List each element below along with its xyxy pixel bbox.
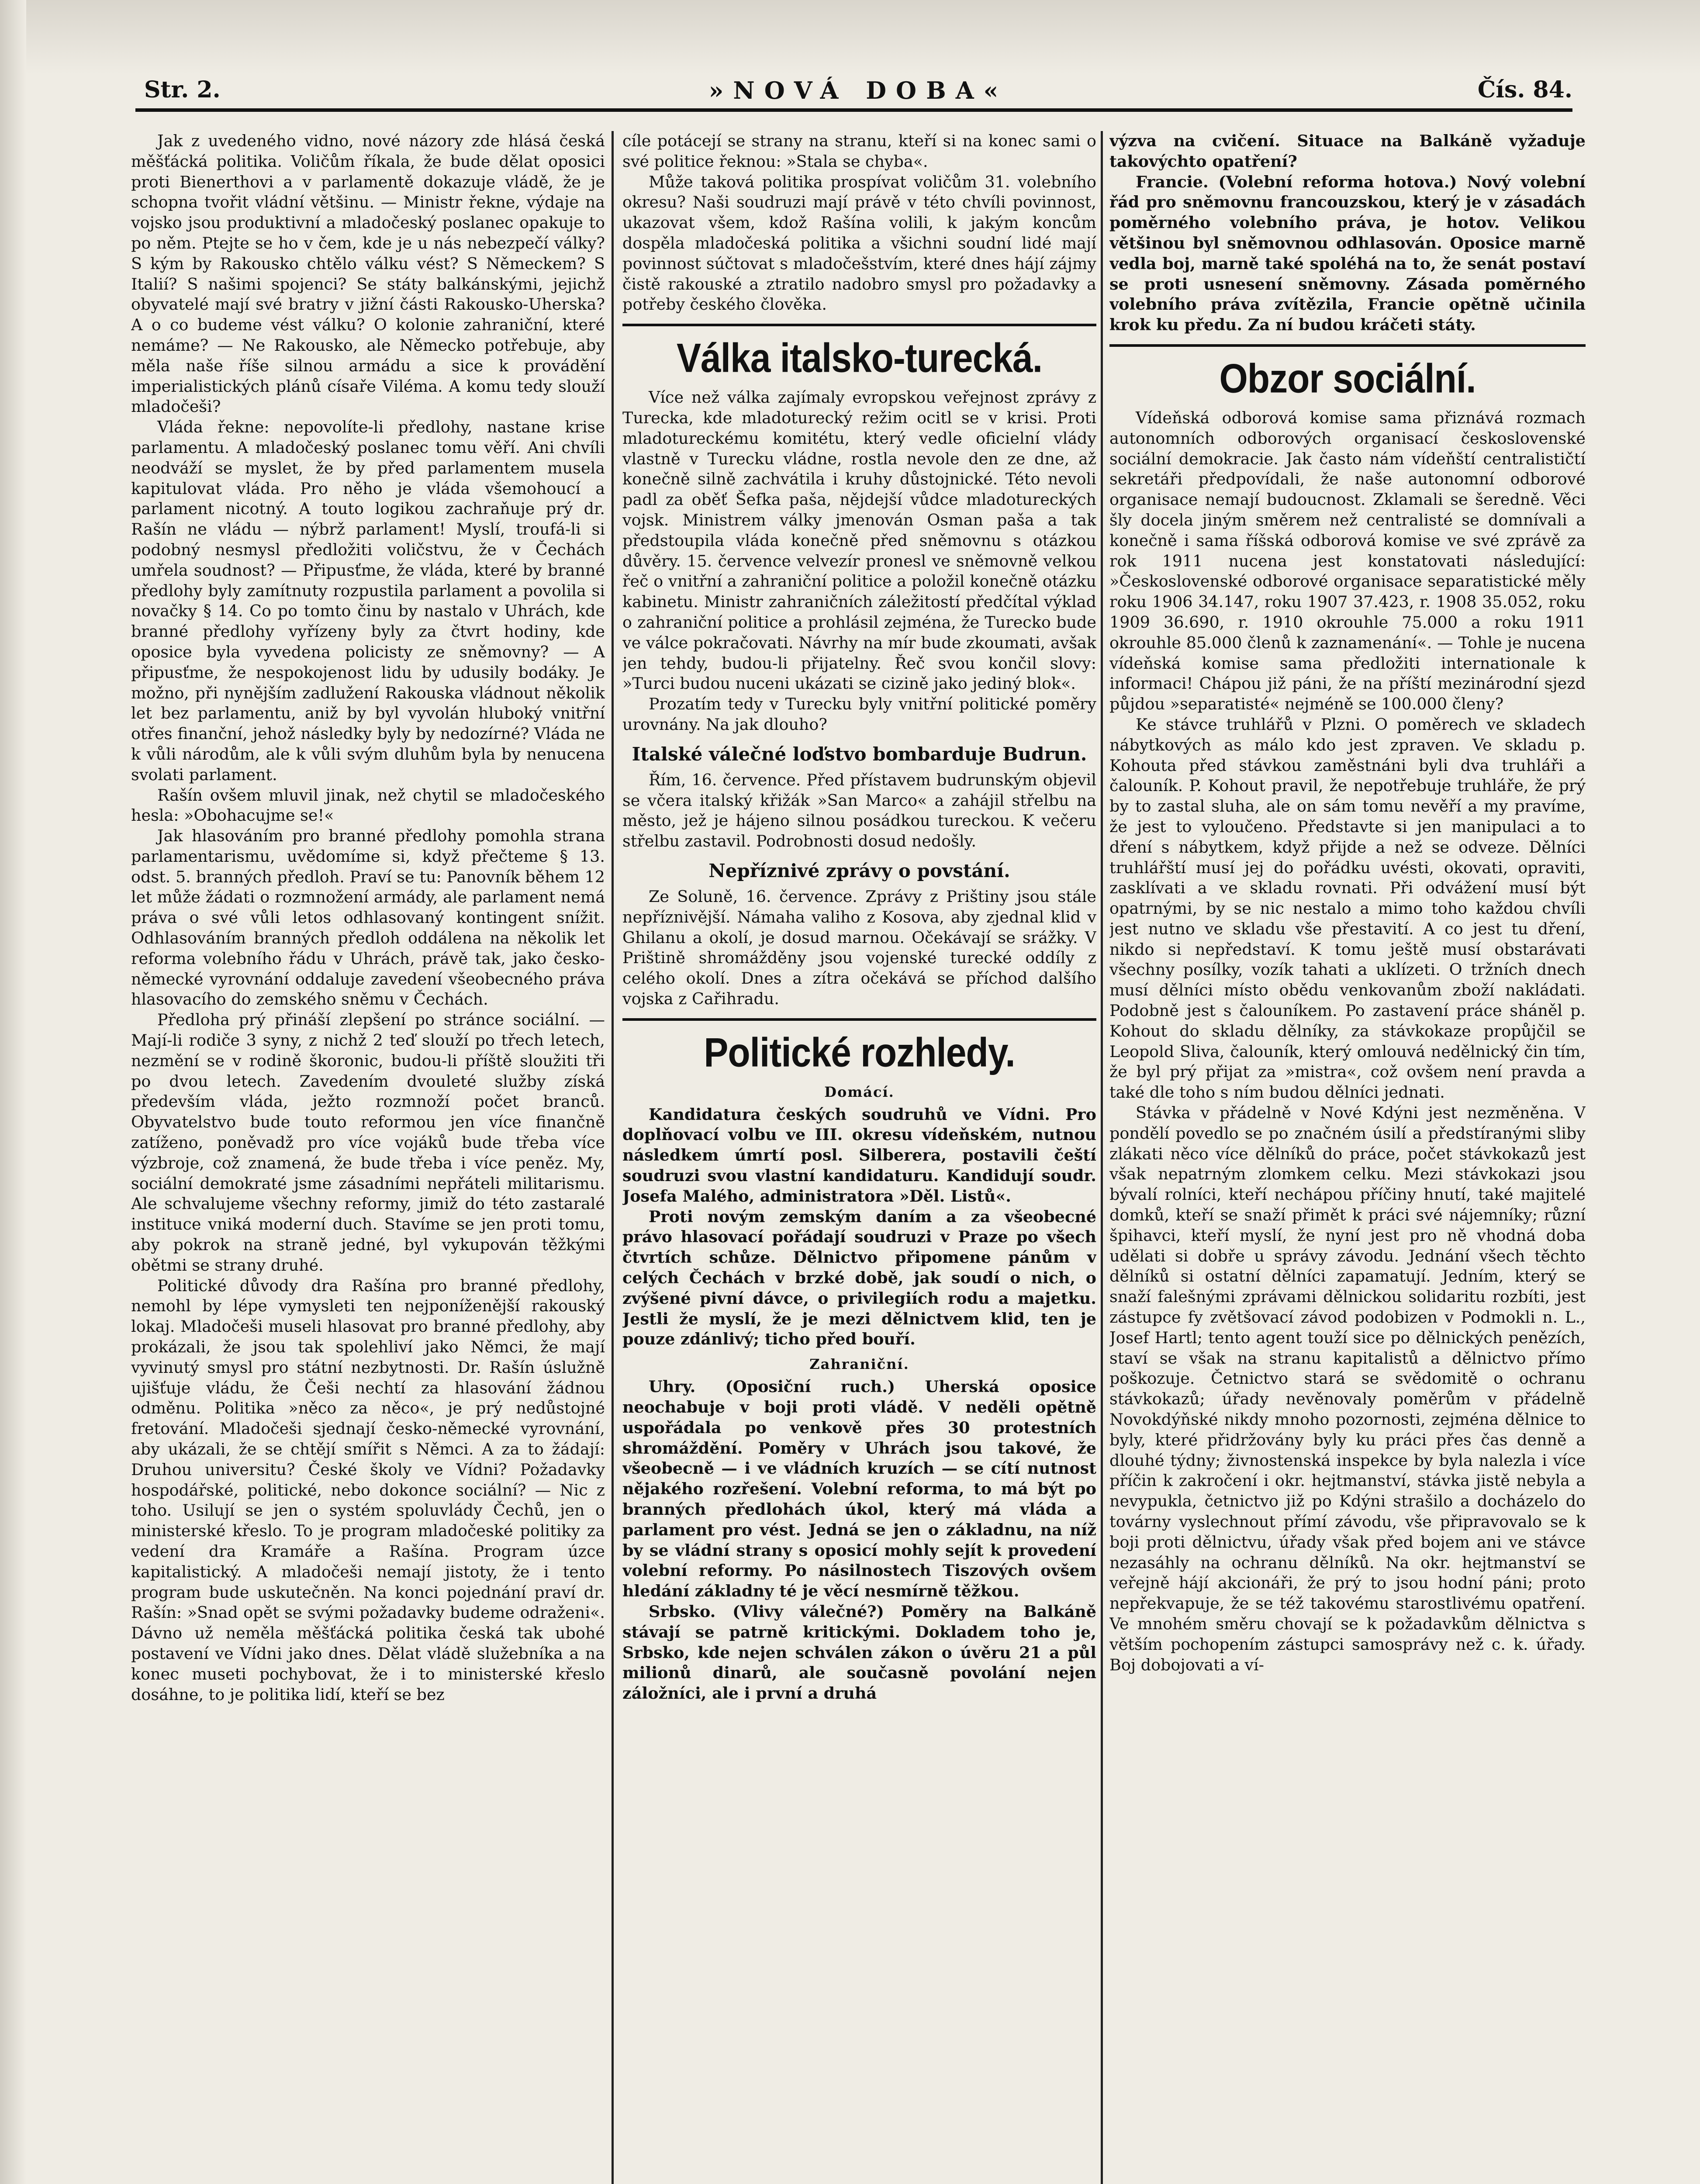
article-paragraph: Vídeňská odborová komise sama přiznává rozmach autonomních odborových organisací československé sociální demokracie. Jak často nám vídeňští centralističtí sekretáři předpovídali, že naše autonomní odborové organisace nemají budoucnost. Zklamali se šeredně. Věci šly docela jiným směrem než centralisté se domnívali a konečně i sama říšská odborová komise ve své zprávě za rok 1911 nucena jest konstatovati následující: »Československé odborové organisace separatistické měly roku 1906 34.147, roku 1907 37.423, r. 1908 35.052, roku 1909 36.690, r. 1910 okrouhle 75.000 a roku 1911 okrouhle 85.000 členů k zaznamenání«. — Tohle je nucena vídeňská komise sama předložiti internationale k informaci! Chápou již páni, že na příští mezinárodní sjezd půjdou »separatisté« nejméně se 100.000 členy? xyxy=(1109,408,1586,714)
article-paragraph: Může taková politika prospívat voličům 31. volebního okresu? Naši soudruzi mají právě v této chvíli povinnost, ukazovat všem, kdož Rašína volili, k jakým koncům dospěla mladočeská politika a všichni soudní lidé mají povinnost súčtovat s mladočešstvím, které dnes hájí zájmy čistě rakouské a ztratilo nadobro smysl pro požadavky a potřeby českého člověka. xyxy=(622,172,1096,314)
page-header xyxy=(144,76,1572,107)
headline-obzor: Obzor sociální. xyxy=(1219,355,1476,401)
column-2 xyxy=(622,131,1096,2184)
article-paragraph: Jak hlasováním pro branné předlohy pomohla strana parlamentarismu, uvědomíme si, když přečteme § 13. odst. 5. branných předloh. Praví se tu: Panovník během 12 let může žádati o rozmnožení armády, ale parlament nemá práva o své vůli letos odhlasovaný kontingent snížit. Odhlasováním branných předloh oddálena na několik let reforma volebního řádu v Uhrách, právě tak, jako česko-německé vyrovnání oddaluje zavedení všeobecného práva hlasovacího do zemského sněmu v Čechách. xyxy=(131,826,605,1009)
article-paragraph: Více než válka zajímaly evropskou veřejnost zprávy z Turecka, kde mladoturecký režim ocitl se v krisi. Proti mladotureckému komitétu, který vedle oficielní vlády vlastně v Turecku vládne, rostla nevole den ze dne, až konečně silně zachvátila i kruhy důstojnické. Této nevoli padl za oběť Šefka paša, nějdejší vůdce mladotureckých vojsk. Ministrem války jmenován Osman paša a tak předstoupila vláda konečně před sněmovnu s otázkou důvěry. 15. července velvezír pronesl ve sněmovně velkou řeč o vnitřní a zahraniční politice a položil konečně otázku kabinetu. Ministr zahraničních záležitostí předčítal výklad o zahraniční politice a prohlásil zejména, že Turecko bude ve válce pokračovati. Návrhy na mír bude zkoumati, avšak jen tehdy, budou-li přijatelny. Řeč svou končil slovy: »Turci budou nuceni ukázati se cizině jako jediný blok«. xyxy=(622,388,1096,693)
article-paragraph: Politické důvody dra Rašína pro branné předlohy, nemohl by lépe vymysleti ten nejponíženější rakouský lokaj. Mladočeši museli hlasovat pro branné předlohy, aby prokázali, že jsou tak spolehliví jako Němci, že mají vyvinutý smysl pro státní nezbytnosti. Dr. Rašín úslužně ujišťuje vládu, že Češi nechtí za hlasování žádnou odměnu. Politika »něco za něco«, je prý nedůstojné fretování. Mladočeši sjednají česko-německé vyrovnání, aby ukázali, že se chtějí smířit s Němci. A za to žádají: Druhou universitu? České školy ve Vídni? Požadavky hospodářské, politické, nebo dokonce sociální? — Nic z toho. Usilují se jen o systém spoluvlády Čechů, jen o ministerské křeslo. To je program mladočeské politiky za vedení dra Kramáře a Rašína. Program úzce kapitalistický. A mladočeši nemají jistoty, že i tento program bude uskutečněn. Na konci pojednání praví dr. Rašín: »Snad opět se svými požadavky budeme odraženi«. Dávno už neměla měšťácká politika česká tak ubohé postavení ve Vídni jako dnes. Dělat vládě služebníka a na konec museti pochybovat, že i to ministerské křeslo dosáhne, to je politika lidí, kteří se bez xyxy=(131,1276,605,1704)
column-rule-1 xyxy=(612,131,614,2184)
column-1 xyxy=(131,131,605,2184)
subheading-lodstvo: Italské válečné loďstvo bombarduje Budrun. xyxy=(632,743,1087,765)
article-paragraph: Uhry. (Oposiční ruch.) Uherská oposice neochabuje v boji proti vládě. V neděli opětně uspořádala po venkově přes 30 protestních shromáždění. Poměry v Uhrách jsou takové, že všeobecně — i ve vládních kruzích — se cítí nutnost nějakého rozřešení. Volební reforma, to má být po branných předlohách úkol, který má vláda a parlament pro vést. Jedná se jen o základnu, na níž by se vládní strany s oposicí mohly sejít k provedení volební reformy. Po násilnostech Tiszových ovšem hledání základny té je věcí nesmírně těžkou. xyxy=(622,1377,1096,1601)
headline-rozhledy: Politické rozhledy. xyxy=(704,1029,1015,1075)
column-rule-2 xyxy=(1101,131,1103,2184)
page-number: Str. 2. xyxy=(144,76,221,103)
paper-top-stain xyxy=(0,0,1700,74)
article-paragraph: Srbsko. (Vlivy válečné?) Poměry na Balkáně stávají se patrně kritickými. Dokladem toho je, Srbsko, kde nejen schválen zákon o úvěru 21 a půl milionů dinarů, ale současně povolání nejen záložníci, ale i první a druhá xyxy=(622,1602,1096,1703)
section-label-zahranicni: Zahraniční. xyxy=(809,1356,909,1373)
article-continuation: cíle potácejí se strany na stranu, kteří si na konec sami o své politice řeknou: »Stala se chyba«. xyxy=(622,131,1096,171)
headline-valka: Válka italsko-turecká. xyxy=(676,335,1043,381)
article-paragraph: Stávka v přádelně v Nové Kdýni jest nezměněna. V pondělí povedlo se po značném úsilí a předstíranými sliby zlákati něco více dělníků do práce, počet stávkokazů jest však nepatrným zlomkem celku. Mezi stávkokazi jsou bývalí rolníci, kteří nechápou příčiny hnutí, také majitelé domků, kteří se snaží přimět k práci své nájemníky; různí špihavci, kteří myslí, že nyní jest pro ně vhodná doba udělati si dobře u správy závodu. Jednání všech těchto dělníků si ostatní dělníci zapamatují. Jedním, který se snaží falešnými zprávami dělnickou solidaritu rozbíti, jest zástupce fy zvětšovací závod podobizen v Podmokli n. L., Josef Hartl; tento agent touží sice po dělnických penězích, staví se však na stranu kapitalistů a dělnictvo přímo poškozuje. Četnictvo stará se svědomitě o ochranu stávkokazů; úřady nevěnovaly poměrům v přádelně Novokdýňské nikdy mnoho pozornosti, zejména dělnice to byly, které přidržovány byly ku práci přes čas denně a dlouhé týdny; živnostenská inspekce by byla nalezla i více příčin k zakročení i okr. hejtmanství, stávka jistě nebyla a nevypukla, četnictvo již po Kdýni strašilo a docházelo do továrny vyslechnout přímí závodu, vše připravovalo se k boji proti dělnictvu, úřady však před bojem ani ve stávce nezasáhly na ochranu dělníků. Na okr. hejtmanství se veřejně hájí akcionáři, že prý to jsou hodní páni; proto nepřekvapuje, že se též takovému starostlivému opatření. Ve mnohém směru chovají se k požadavkům dělnictva s větším pochopením zástupci samosprávy než c. k. úřady. Boj dobojovati a ví- xyxy=(1109,1103,1586,1674)
section-label-domaci: Domácí. xyxy=(824,1083,895,1100)
section-divider xyxy=(1109,344,1586,347)
article-paragraph: Řím, 16. července. Před přístavem budrunským objevil se včera italský křižák »San Marco« a zahájil střelbu na město, jež je hájeno silnou posádkou tureckou. K večeru střelbu zastavil. Podrobnosti dosud nedošly. xyxy=(622,770,1096,851)
article-continuation: výzva na cvičení. Situace na Balkáně vyžaduje takovýchto opatření? xyxy=(1109,131,1586,171)
paper-left-edge xyxy=(0,0,26,2184)
issue-number: Čís. 84. xyxy=(1477,76,1572,103)
header-rule xyxy=(135,108,1572,112)
article-paragraph: Jak z uvedeného vidno, nové názory zde hlásá česká měšťácká politika. Voličům říkala, že bude dělat oposici proti Bienerthovi a v parlamentě dokazuje vládě, že je schopna tvořit vládní většinu. — Ministr řekne, výdaje na vojsko jsou produktivní a mladočeský poslanec opakuje to po něm. Ptejte se ho v čem, kde je u nás nebezpečí války? S kým by Rakousko chtělo válku vést? S Německem? S Italií? S našimi spojenci? Se státy balkánskými, jejichž obyvatelé mají své bratry v jižní části Rakousko-Uherska? A o co budeme vést válku? O kolonie zahraniční, které nemáme? — Ne Rakousko, ale Německo potřebuje, aby měla naše říše silnou armádu a sice k provádění imperialistických plánů císaře Viléma. A komu tedy slouží mladočeši? xyxy=(131,131,605,416)
article-paragraph: Kandidatura českých soudruhů ve Vídni. Pro doplňovací volbu ve III. okresu vídeňském, nutnou následkem úmrtí posl. Silberera, postavili čeští soudruzi svou vlastní kandidaturu. Kandidují soudr. Josefa Malého, administratora »Děl. Listů«. xyxy=(622,1105,1096,1206)
article-paragraph: Francie. (Volební reforma hotova.) Nový volební řád pro sněmovnu francouzskou, který je v zásadách poměrného volebního práva, je hotov. Velikou většinou byl sněmovnou odhlasován. Oposice marně vedla boj, marně také spoléhá na to, že senát postaví se proti usnesení sněmovny. Zásada poměrného volebního práva zvítězila, Francie opětně učinila krok ku předu. Za ní budou kráčeti státy. xyxy=(1109,172,1586,335)
article-paragraph: Předloha prý přináší zlepšení po stránce sociální. — Mají-li rodiče 3 syny, z nichž 2 teď slouží po třech letech, nezmění se v rodině škoronic, budou-li příště sloužiti tři po dvou letech. Zavedením dvouleté služby získá především vláda, ježto rozmnoží počet branců. Obyvatelstvo bude touto reformou jen více finančně zatíženo, poněvadž pro více vojáků bude třeba více výzbroje, což znamená, že bude třeba i více peněz. My, sociální demokraté jsme zásadními nepřáteli militarismu. Ale schvalujeme všechny reformy, jimiž do této zastaralé instituce vniká moderní duch. Stavíme se jen proti tomu, aby pokrok na straně jedné, byl vykupován těžkými obětmi se strany druhé. xyxy=(131,1010,605,1275)
article-paragraph: Prozatím tedy v Turecku byly vnitřní politické poměry urovnány. Na jak dlouho? xyxy=(622,695,1096,734)
article-paragraph: Proti novým zemským daním a za všeobecné právo hlasovací pořádají soudruzi v Praze po všech čtvrtích schůze. Dělnictvo připomene pánům v celých Čechách v brzké době, jak soudí o nich, o zvýšené pivní dávce, o privilegiích rodu a majetku. Jestli že myslí, že je mezi dělnictvem klid, ten je pouze zdánlivý; ticho před bouří. xyxy=(622,1207,1096,1349)
article-paragraph: Ke stávce truhlářů v Plzni. O poměrech ve skladech nábytkových as málo kdo jest zpraven. Ve skladu p. Kohouta před stávkou zaměstnáni byli dva truhláři a čalouník. P. Kohout pravil, že nepotřebuje truhláře, že prý by to zastal sluha, ale on sám tomu nevěří a my pravíme, že jest to vyloučeno. Představte si jen manipulaci a to dření s nábytkem, když přijde a než se odveze. Dělníci truhlářští musí jej do pořádku uvésti, okovati, opraviti, zasklívati a ve skladu rovnati. Při odvážení musí být opatrnými, by se nic nestalo a mimo toho každou chvíli jest nutno ve skladu vše přestavití. A co jest tu dření, nikdo si nepředstaví. K tomu ještě musí obstarávati všechny posílky, vozík tahati a uklízeti. O tržních dnech musí dělníci místo obědu venkovanům zboží nakládati. Podobně jest s čalouníkem. Po zastavení práce sháněl p. Kohout do skladu dělníky, za stávkokaze propůjčil se Leopold Sliva, čalouník, který omlouvá nedělnický čin tím, že byl prý přijat za »mistra«, což ovšem není pravda a také dle toho s ním budou dělníci jednati. xyxy=(1109,715,1586,1102)
subheading-zpravy: Nepříznivé zprávy o povstání. xyxy=(708,860,1010,881)
article-paragraph: Vláda řekne: nepovolíte-li předlohy, nastane krise parlamentu. A mladočeský poslanec tomu věří. Ani chvíli neodváží se myslet, že by před parlamentem musela kapitulovat vláda. Pro něho je vláda všemohoucí a parlament nicotný. A touto logikou zachraňuje prý dr. Rašín ne vládu — nýbrž parlament! Myslí, troufá-li si podobný nesmysl předložiti voličstvu, že v Čechách umřela soudnost? — Připusťme, že vláda, které by branné předlohy byly zamítnuty rozpustila parlament a povolila si novačky § 14. Co po tomto činu by nastalo v Uhrách, kde branné předlohy vyřízeny byly za čtvrt hodiny, kde oposice byla vyvedena policisty ze sněmovny? — A připusťme, že nespokojenost lidu by udusily bodáky. Je možno, při nynějším zadlužení Rakouska vládnout několik let bez parlamentu, aniž by byl vyvolán hluboký vnitřní otřes finanční, jehož následky byly by nedozírné? Vláda ne k vůli národům, ale k vůli svým dluhům byla by nenucena svolati parlament. xyxy=(131,418,605,784)
article-paragraph: Ze Soluně, 16. července. Zprávy z Prištiny jsou stále nepříznivější. Námaha valiho z Kosova, aby zjednal klid v Ghilanu a okolí, je dosud marnou. Očekávají se srážky. V Prištině shromážděny jsou vojenské turecké oddíly z celého okolí. Dnes a zítra očekává se příchod dalšího vojska z Cařihradu. xyxy=(622,887,1096,1008)
article-paragraph: Rašín ovšem mluvil jinak, než chytil se mladočeského hesla: »Obohacujme se!« xyxy=(131,785,605,825)
masthead-title: »NOVÁ DOBA« xyxy=(708,76,1008,104)
section-divider xyxy=(622,324,1096,326)
column-3 xyxy=(1109,131,1586,2184)
section-divider xyxy=(622,1018,1096,1021)
